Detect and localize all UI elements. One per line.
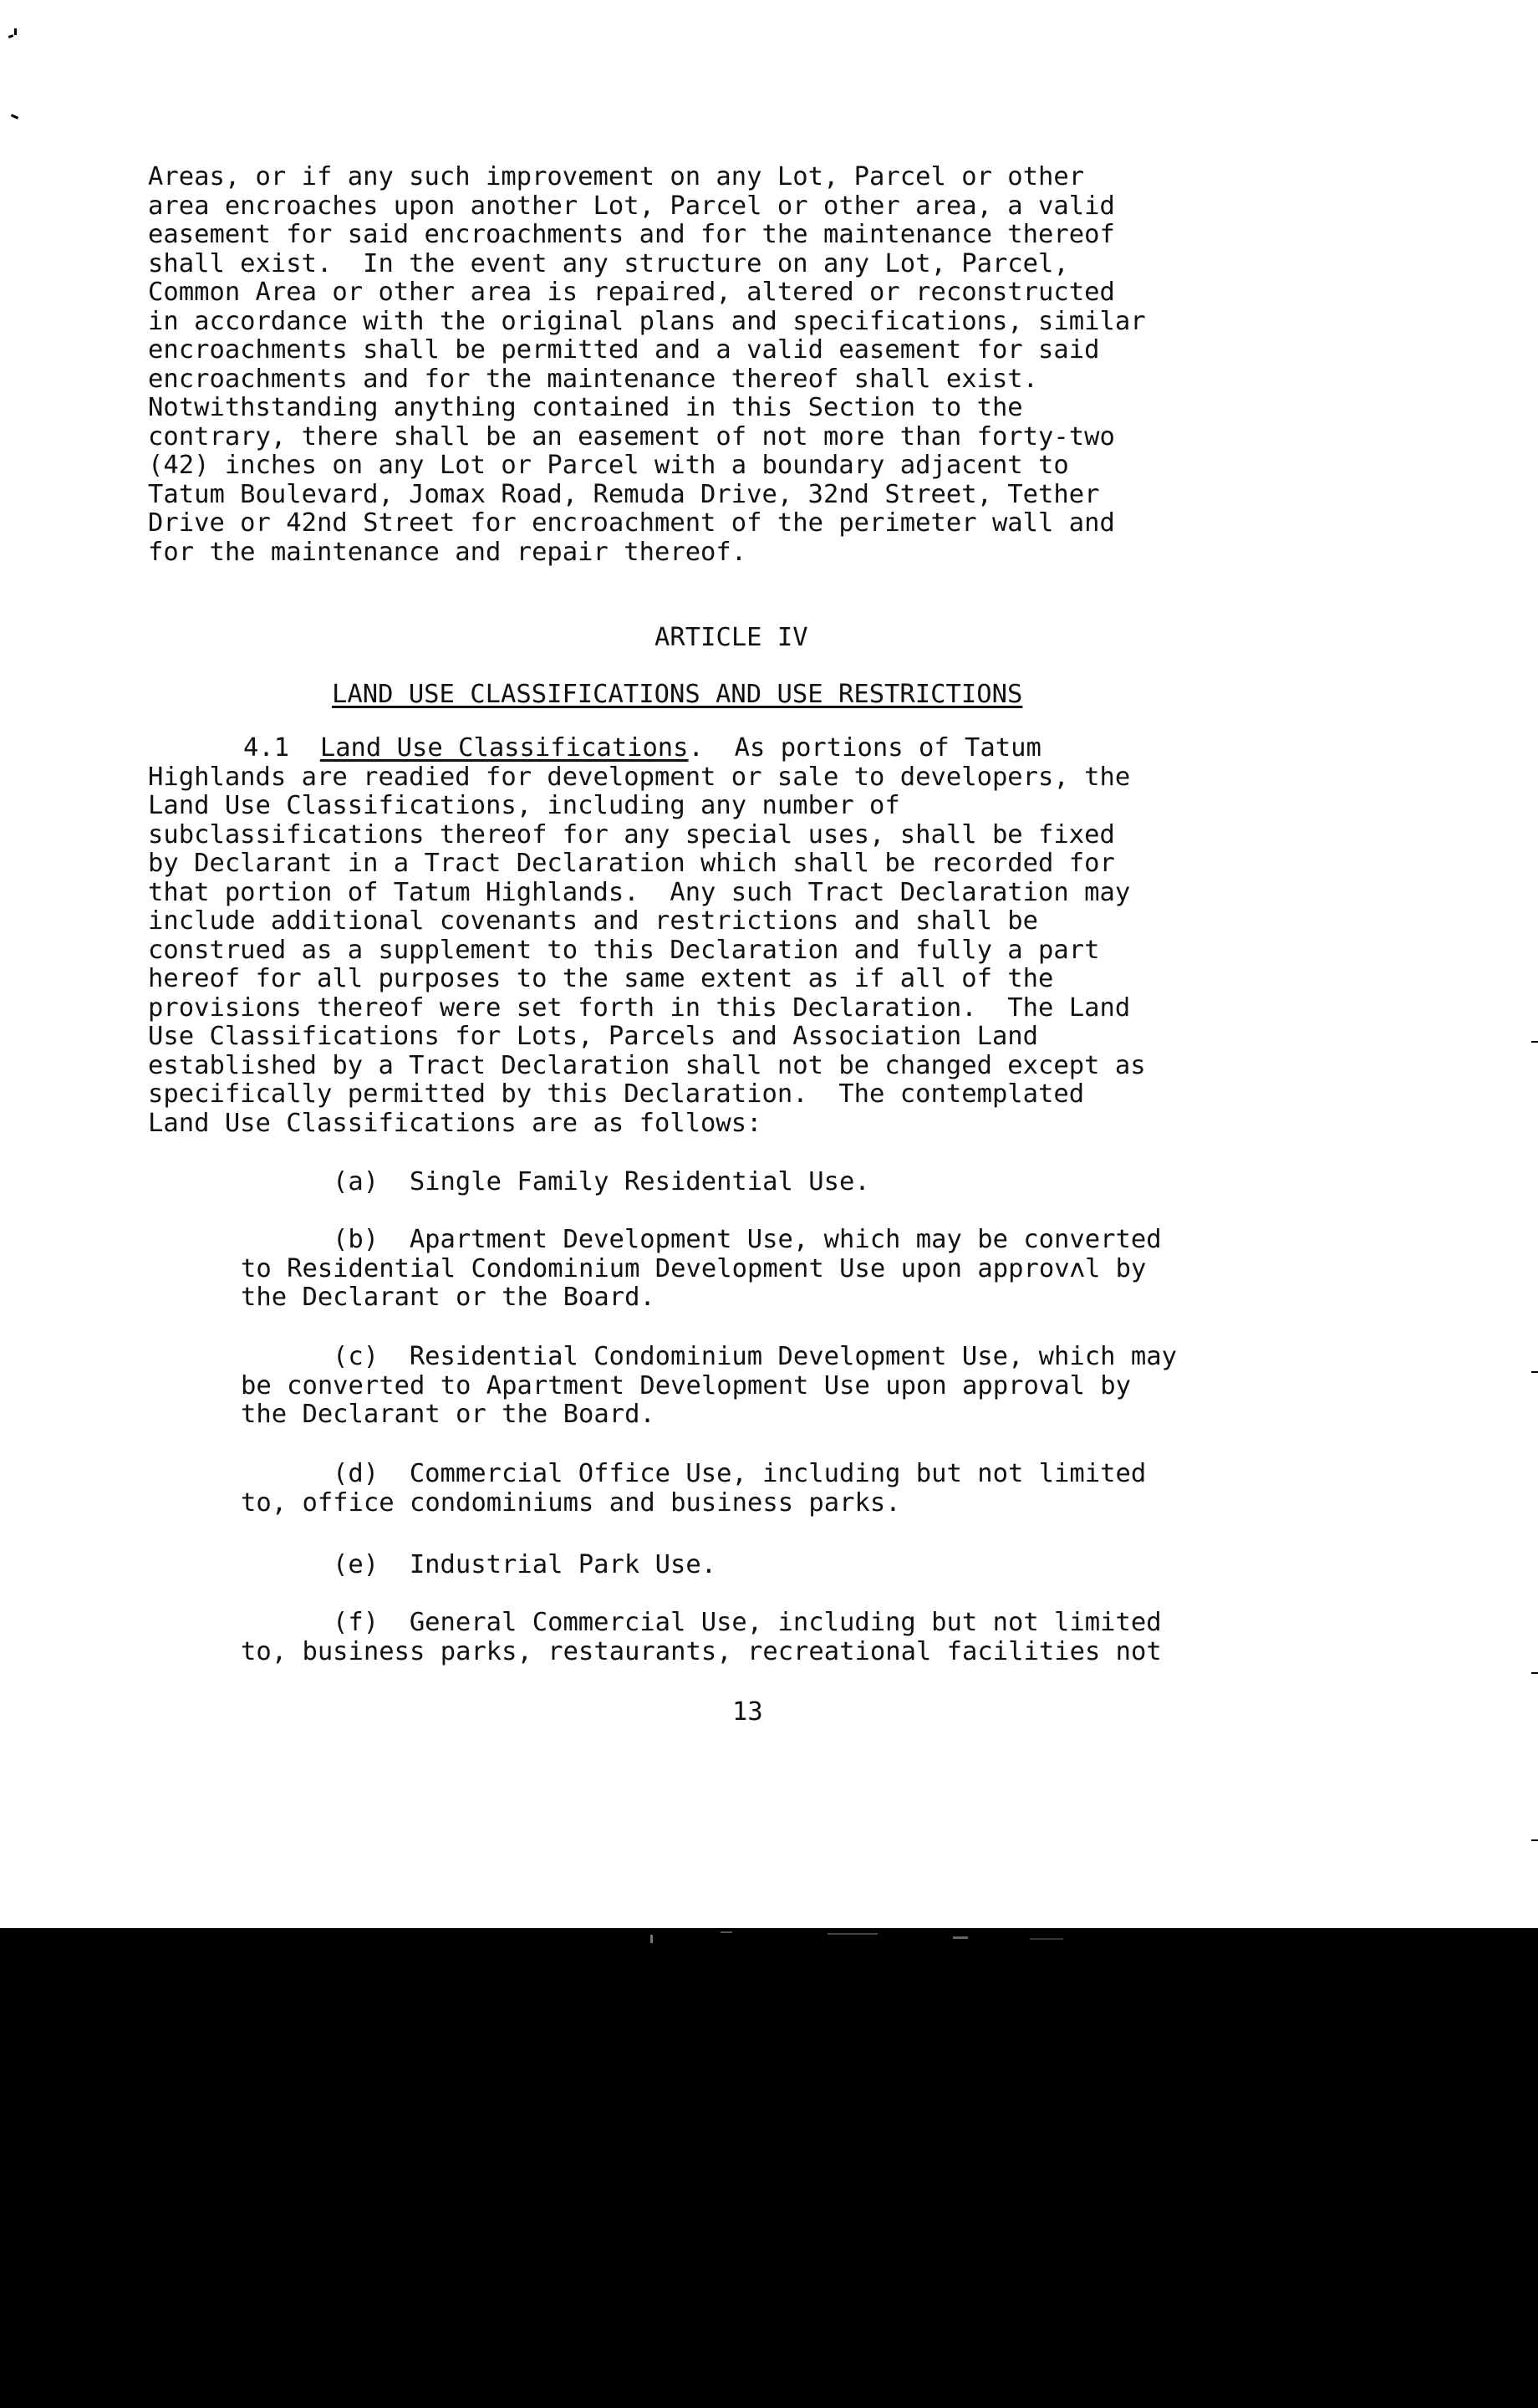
section-text-body: Highlands are readied for development or sale to developers, the Land Use Classifications, including any number of subclassifications thereof for any special uses, shall be fixed by Declarant in a Tract Declaration which shall be recorded for that portion of Tatum Highlands. Any such Tract Declaration may include additional covenants and restrictions and shall be construed as a supplement to this Declaration and fully a part hereof for all purposes to the same extent as if all of the provisions thereof were set forth in this Declaration. The Land Use Classifications for Lots, Parcels and Association Land established by a Tract Declaration shall not be changed except as specifically permitted by this Declaration. The contemplated Land Use Classifications are as follows: xyxy=(148,762,1146,1138)
section-4-1-paragraph xyxy=(148,734,1146,1138)
list-item-d xyxy=(241,1460,1146,1518)
list-item-f-text: (f) General Commercial Use, including but not limited to, business parks, restaurants, recreational facilities not xyxy=(241,1608,1162,1666)
encroachment-easement-paragraph: Areas, or if any such improvement on any Lot, Parcel or other area encroaches upon another Lot, Parcel or other area, a valid easement for said encroachments and for the maintenance thereof shall exist. In the event any structure on any Lot, Parcel, Common Area or other area is repaired, altered or reconstructed in accordance with the original plans and specifications, similar encroachments shall be permitted and a valid easement for said encroachments and for the maintenance thereof shall exist. Notwithstanding anything contained in this Section to the contrary, there shall be an easement of not more than forty-two (42) inches on any Lot or Parcel with a boundary adjacent to Tatum Boulevard, Jomax Road, Remuda Drive, 32nd Street, Tether Drive or 42nd Street for encroachment of the perimeter wall and for the maintenance and repair thereof. xyxy=(148,162,1146,567)
list-item-c-text: (c) Residential Condominium Development Use, which may be converted to Apartment Development Use upon approval by the Declarant or the Board. xyxy=(241,1342,1177,1429)
scan-speck xyxy=(8,34,14,38)
scan-speck xyxy=(650,1935,653,1943)
section-text-first-line: . As portions of Tatum xyxy=(688,733,1041,763)
list-item-e: (e) Industrial Park Use. xyxy=(333,1550,717,1579)
scan-speck xyxy=(1531,1672,1538,1674)
scan-speck xyxy=(1531,1041,1538,1043)
scan-background xyxy=(0,1928,1538,2408)
list-item-c xyxy=(241,1343,1177,1430)
scan-speck xyxy=(1531,1371,1538,1373)
scan-speck xyxy=(721,1931,732,1933)
scan-speck xyxy=(953,1936,968,1939)
page-number: 13 xyxy=(732,1697,763,1727)
list-item-d-text: (d) Commercial Office Use, including but not limited to, office condominiums and business parks. xyxy=(241,1459,1147,1518)
article-title-heading: LAND USE CLASSIFICATIONS AND USE RESTRICTIONS xyxy=(332,680,1023,709)
list-item-b xyxy=(241,1226,1162,1313)
scan-speck xyxy=(828,1933,878,1935)
scan-speck xyxy=(14,28,17,35)
scan-speck xyxy=(1531,1839,1538,1841)
list-item-a: (a) Single Family Residential Use. xyxy=(333,1167,870,1196)
section-heading: Land Use Classifications xyxy=(319,733,689,763)
section-number: 4.1 xyxy=(243,733,290,763)
list-item-b-text: (b) Apartment Development Use, which may be converted to Residential Condominium Development Use upon approvʌl by the Declarant or the Board. xyxy=(241,1225,1162,1312)
list-item-f xyxy=(241,1609,1162,1666)
article-number-heading: ARTICLE IV xyxy=(654,623,808,652)
scan-speck xyxy=(1030,1938,1063,1940)
scan-speck xyxy=(11,114,18,120)
